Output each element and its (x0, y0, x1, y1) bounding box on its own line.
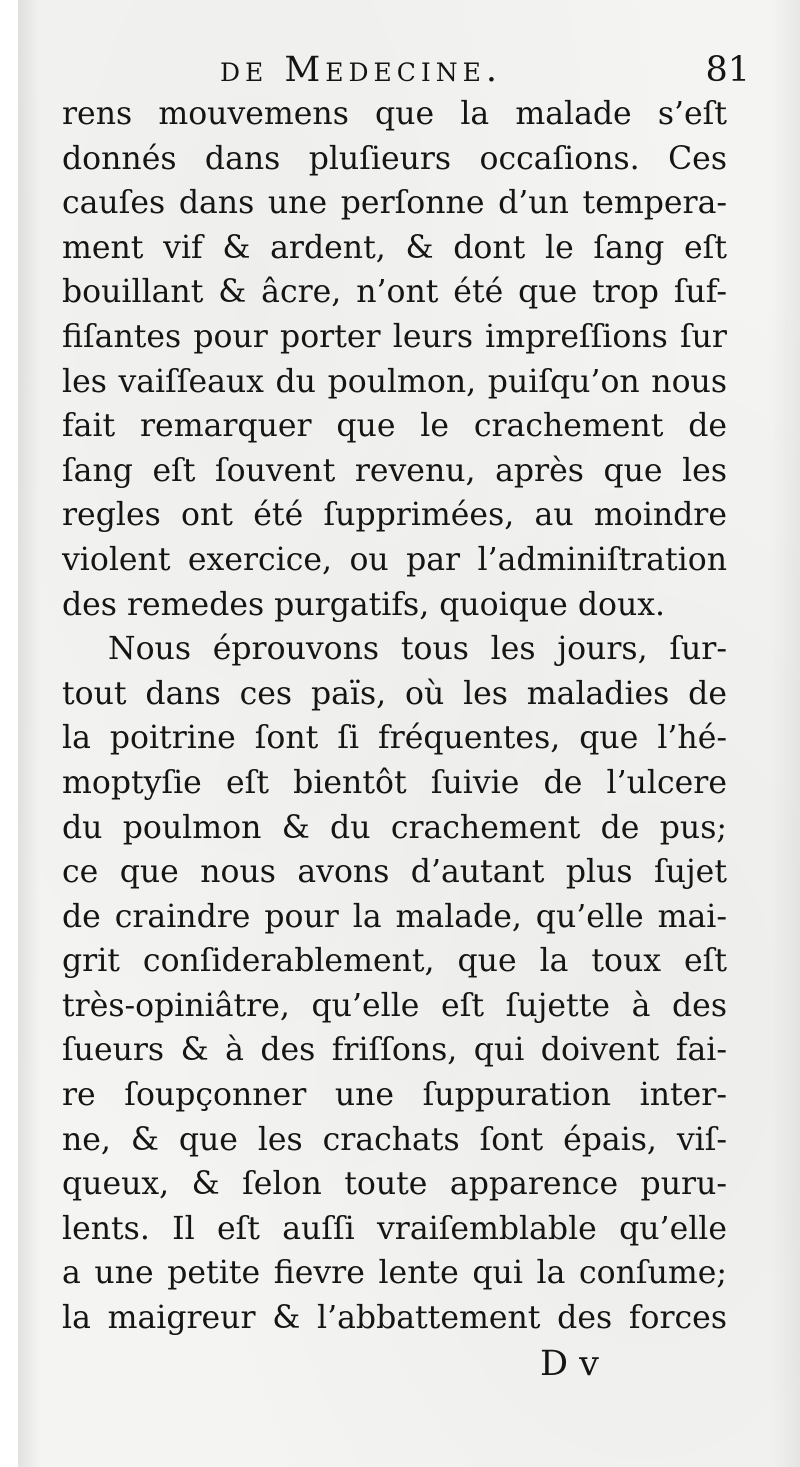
text-line: la poitrine ſont ſi fréquentes, que l’hé- (62, 720, 727, 757)
body-text (62, 92, 727, 1341)
text-line: ſueurs & à des friſſons, qui doivent fai- (62, 1032, 727, 1069)
text-line: violent exercice, ou par l’adminiſtration (62, 541, 727, 578)
text-line: fiſantes pour porter leurs impreſſions ſur (62, 318, 727, 355)
text-line: très-opiniâtre, qu’elle eſt ſujette à des (62, 987, 727, 1024)
catchword-signature: D v (540, 1344, 599, 1384)
running-head (70, 44, 750, 96)
text-line: bouillant & âcre, n’ont été que trop ſuf- (62, 274, 727, 311)
text-line: donnés dans pluſieurs occaſions. Ces (62, 140, 727, 177)
text-line: ne, & que les crachats ſont épais, viſ- (62, 1121, 727, 1158)
text-line: de craindre pour la malade, qu’elle mai- (62, 898, 727, 935)
text-line: ce que nous avons d’autant plus ſujet (62, 854, 727, 891)
text-line: les vaiſſeaux du poulmon, puiſqu’on nous (62, 363, 727, 400)
running-head-title: de Medecine. (220, 50, 503, 90)
text-line: moptyſie eſt bientôt ſuivie de l’ulcere (62, 764, 727, 801)
text-line: cauſes dans une perſonne d’un tempera- (62, 185, 727, 222)
text-line: re ſoupçonner une ſuppuration inter- (62, 1077, 727, 1114)
text-line: grit conſiderablement, que la toux eſt (62, 943, 727, 980)
text-line: du poulmon & du crachement de pus; (62, 809, 727, 846)
text-line: rens mouvemens que la malade s’eſt (62, 96, 727, 132)
text-line: ment vif & ardent, & dont le ſang eſt (62, 229, 727, 266)
text-line: queux, & ſelon toute apparence puru- (62, 1166, 727, 1203)
text-line: a une petite fievre lente qui la conſume; (62, 1255, 727, 1292)
text-line: regles ont été ſupprimées, au moindre (62, 497, 727, 534)
text-line: ſang eſt ſouvent revenu, après que les (62, 452, 727, 489)
edge-shadow (770, 0, 800, 1467)
text-line: fait remarquer que le crachement de (62, 408, 727, 445)
text-line: tout dans ces païs, où les maladies de (62, 675, 727, 712)
page-number: 81 (705, 50, 750, 90)
text-line: lents. Il eſt auſſi vraiſemblable qu’elle (62, 1210, 727, 1247)
text-line: la maigreur & l’abbattement des forces (62, 1300, 727, 1337)
paragraph-end-line: des remedes purgatifs, quoique doux. (62, 586, 666, 623)
paragraph-start-line: Nous éprouvons tous les jours, ſur- (108, 631, 727, 668)
gutter-shadow (18, 0, 40, 1467)
